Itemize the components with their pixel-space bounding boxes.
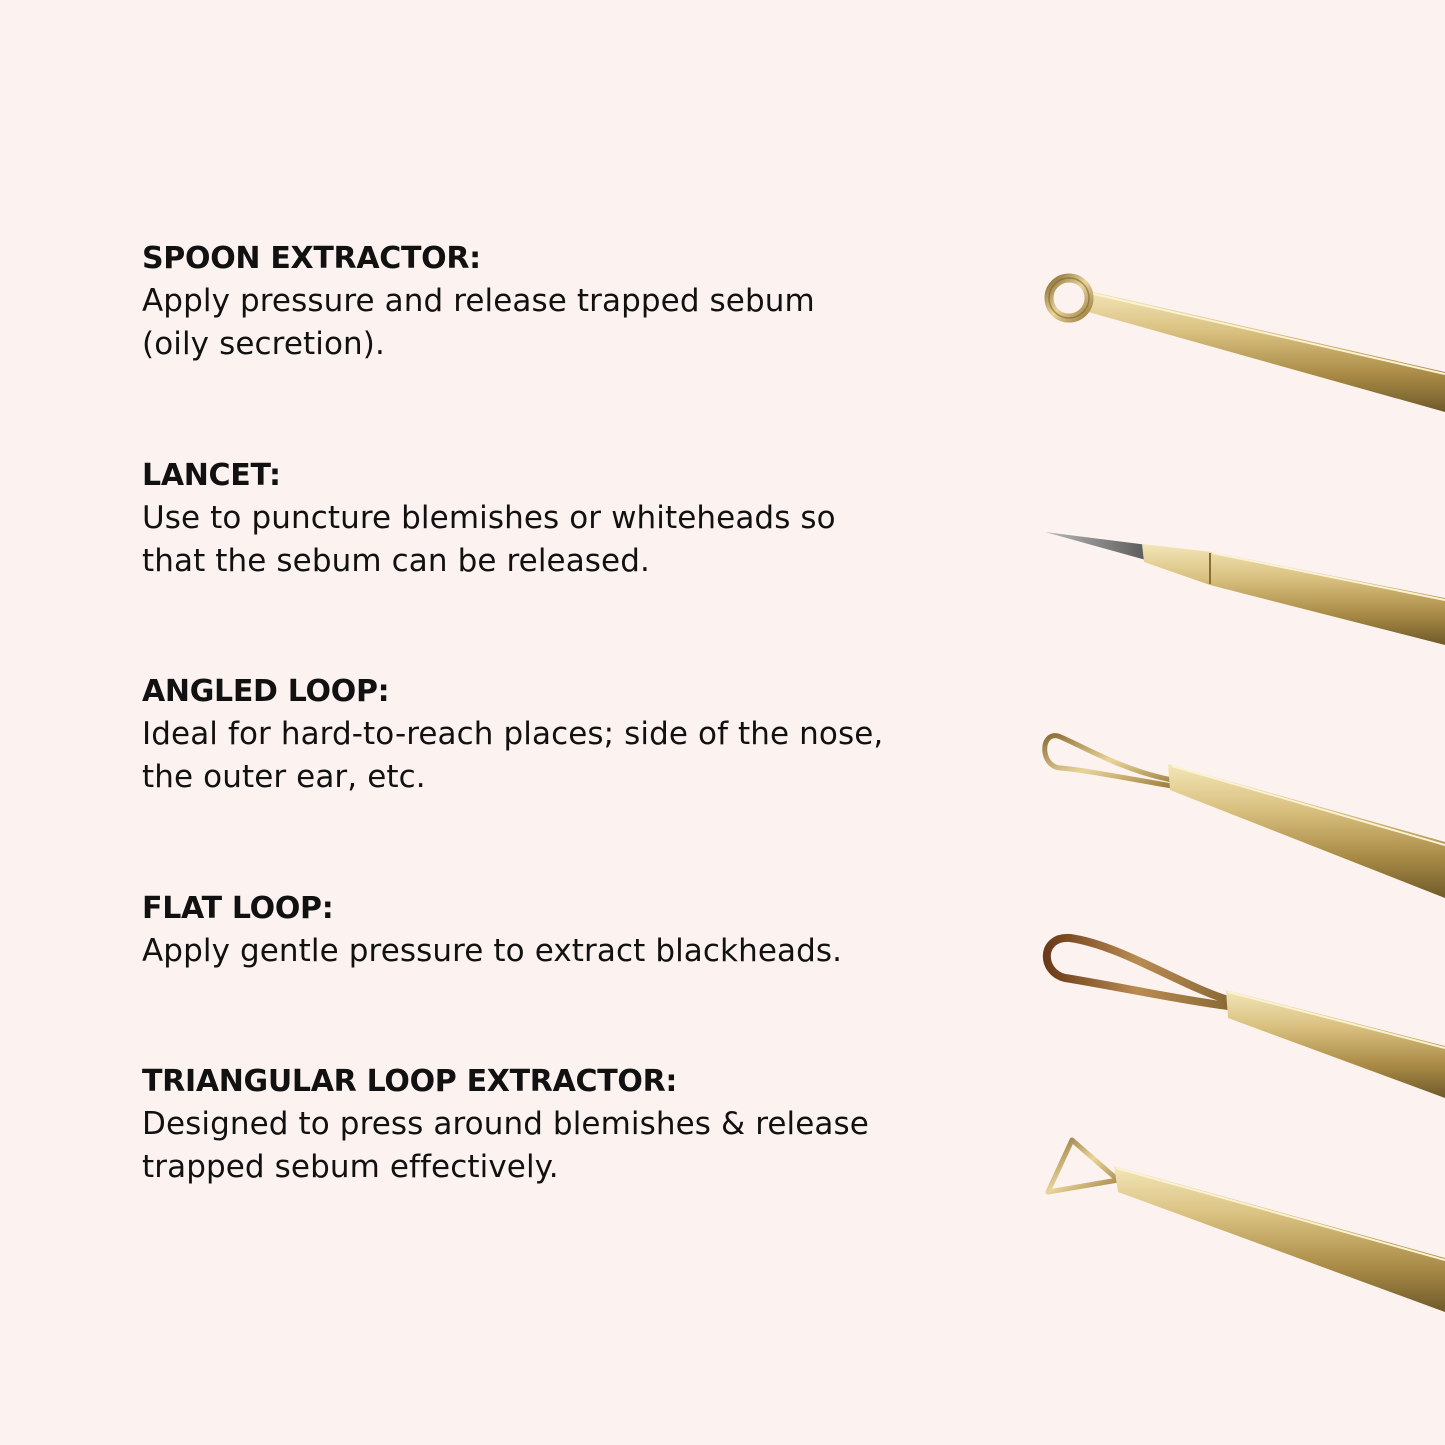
tool-item-triangular-loop-extractor: [142, 1060, 1002, 1189]
tool-description-line: that the sebum can be released.: [142, 543, 650, 579]
tool-description-line: trapped sebum effectively.: [142, 1149, 559, 1185]
tool-description-line: (oily secretion).: [142, 326, 385, 362]
tool-item-flat-loop: [142, 887, 1002, 973]
tool-description-line: the outer ear, etc.: [142, 759, 426, 795]
tool-description-line: Designed to press around blemishes & release: [142, 1106, 869, 1142]
lancet-icon: [1045, 532, 1445, 645]
tool-item-lancet: [142, 454, 1002, 583]
tool-title: SPOON EXTRACTOR:: [142, 241, 481, 276]
tool-description-line: Apply gentle pressure to extract blackheads.: [142, 933, 843, 969]
tools-illustration: [1020, 240, 1445, 1340]
tool-title: FLAT LOOP:: [142, 891, 334, 926]
tool-title: LANCET:: [142, 458, 281, 493]
tool-item-angled-loop: [142, 670, 1002, 799]
tool-item-spoon-extractor: [142, 237, 1002, 366]
tool-title: ANGLED LOOP:: [142, 674, 390, 709]
angled-loop-icon: [1045, 736, 1445, 898]
flat-loop-icon: [1047, 938, 1445, 1098]
triangular-loop-icon: [1048, 1140, 1445, 1312]
tool-description-line: Ideal for hard-to-reach places; side of the nose,: [142, 716, 884, 752]
tool-title: TRIANGULAR LOOP EXTRACTOR:: [142, 1064, 678, 1099]
spoon-extractor-icon: [1049, 278, 1445, 412]
tool-description-line: Apply pressure and release trapped sebum: [142, 283, 815, 319]
tool-description-line: Use to puncture blemishes or whiteheads so: [142, 500, 836, 536]
